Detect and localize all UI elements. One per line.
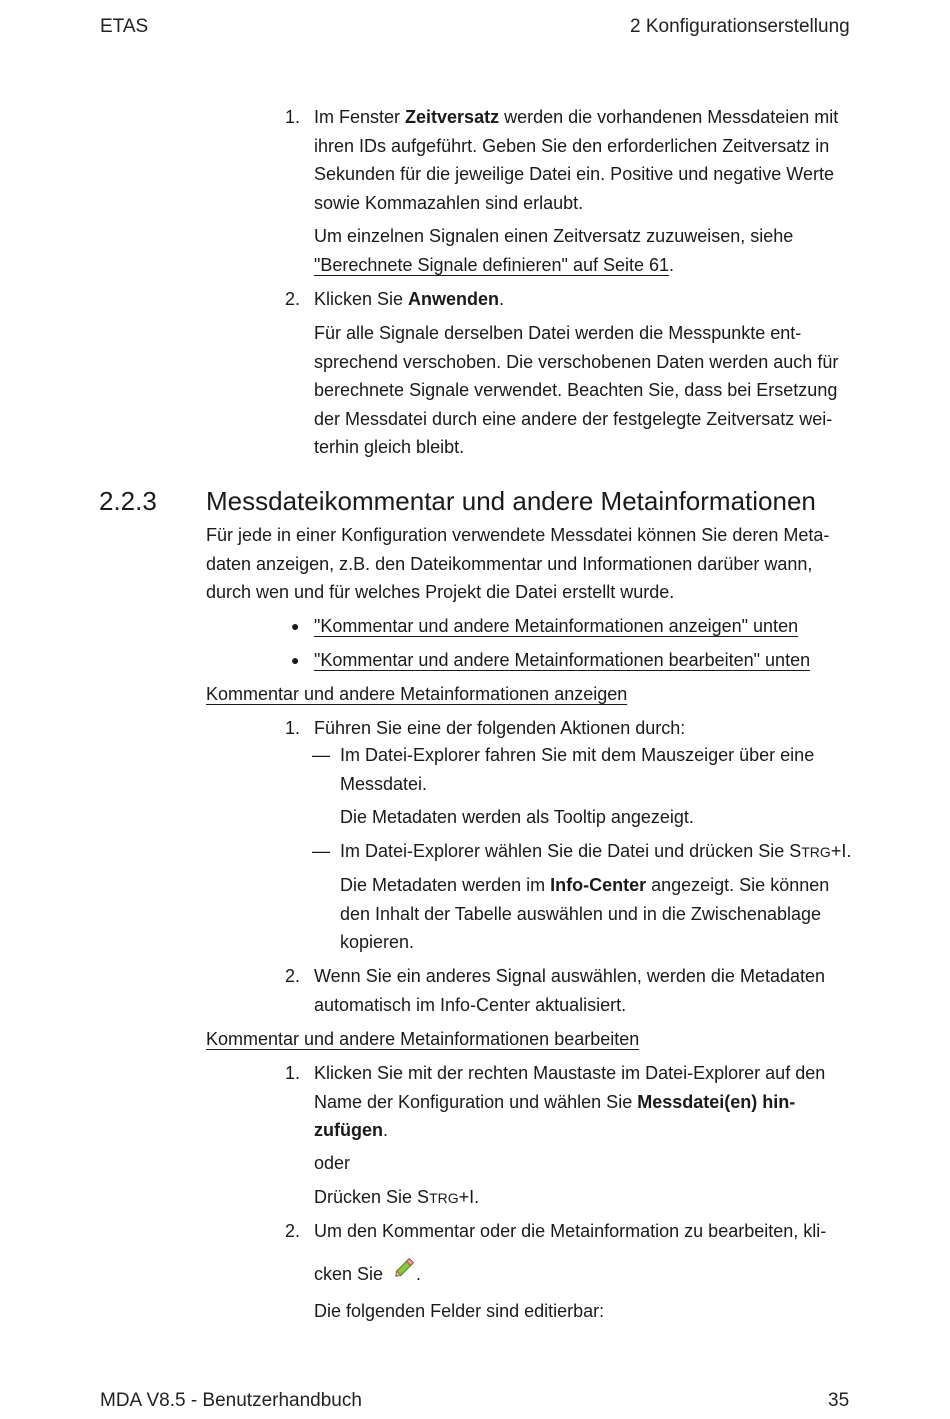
step-text: Wenn Sie ein anderes Signal auswählen, werden die Metadaten automatisch im Info-Center aktualisiert. — [314, 966, 826, 1015]
header-left: ETAS — [100, 16, 149, 37]
ui-term: zufügen — [314, 1120, 383, 1140]
cross-reference-link[interactable]: "Berechnete Signale definieren" auf Seite 61 — [314, 254, 670, 275]
step-alt: oder — [314, 1153, 351, 1173]
step-text: Klicken Sie Anwenden. — [314, 289, 505, 309]
ui-term: Info-Center — [550, 875, 647, 895]
subsection-heading: Kommentar und andere Metainformationen anzeigen — [206, 684, 628, 704]
dash-marker: — — [312, 841, 330, 861]
step-text: Führen Sie eine der folgenden Aktionen durch: — [314, 718, 686, 738]
action-text: Im Datei-Explorer wählen Sie die Datei und drücken Sie STRG+I. — [340, 841, 852, 861]
section-link[interactable]: "Kommentar und andere Metainformationen anzeigen" unten — [314, 616, 799, 636]
step-number: 2. — [285, 1221, 301, 1241]
step-text: Um den Kommentar oder die Metainformation zu bearbeiten, kli- — [314, 1221, 827, 1241]
ui-term: Messdatei(en) hin- — [637, 1091, 796, 1112]
ui-term: Zeitversatz — [405, 107, 500, 127]
step-number: 1. — [285, 1063, 301, 1083]
key-shortcut: STRG+I. — [417, 1187, 480, 1207]
bullet-icon: ● — [291, 618, 300, 634]
step-text: Klicken Sie mit der rechten Maustaste im Datei-Explorer auf den Name der Konfiguration und wählen Sie Messdatei(en) hin- zufügen. — [314, 1063, 826, 1140]
step-alt-text: Drücken Sie STRG+I. — [314, 1187, 480, 1207]
ui-term: Anwenden — [408, 289, 500, 309]
step-number: 2. — [285, 289, 301, 309]
action-note: Die Metadaten werden als Tooltip angezeigt. — [340, 807, 694, 827]
step-number: 1. — [285, 107, 301, 127]
bullet-icon: ● — [291, 652, 300, 668]
section-number: 2.2.3 — [99, 486, 157, 516]
step-number: 1. — [285, 718, 301, 738]
section-link[interactable]: "Kommentar und andere Metainformationen bearbeiten" unten — [314, 650, 811, 670]
action-text: Im Datei-Explorer fahren Sie mit dem Mauszeiger über eine Messdatei. — [340, 745, 815, 794]
header-right: 2 Konfigurationserstellung — [630, 16, 850, 37]
section-title: Messdateikommentar und andere Metainformationen — [206, 486, 816, 516]
action-note: Die Metadaten werden im Info-Center angezeigt. Sie können den Inhalt der Tabelle auswählen und in die Zwischenablage kopieren. — [340, 875, 830, 952]
pencil-edit-icon — [392, 1254, 418, 1280]
step-note: Für alle Signale derselben Datei werden die Messpunkte ent- sprechend verschoben. Die verschobenen Daten werden auch für berechnete Signale verwendet. Beachten Sie, dass bei Ersetzung der Messdatei durch eine andere der festgelegte Zeitversatz wei- terhin gleich bleibt. — [314, 323, 839, 457]
page-number: 35 — [828, 1390, 850, 1411]
subsection-heading: Kommentar und andere Metainformationen bearbeiten — [206, 1029, 640, 1049]
section-intro: Für jede in einer Konfiguration verwendete Messdatei können Sie deren Meta- daten anzeigen, z.B. den Dateikommentar und Informationen darüber wann, durch wen und für welches Projekt die Datei erstellt wurde. — [206, 525, 830, 602]
footer-left: MDA V8.5 - Benutzerhandbuch — [100, 1390, 362, 1411]
step-note: Die folgenden Felder sind editierbar: — [314, 1301, 605, 1321]
key-shortcut: STRG+I. — [789, 841, 852, 861]
step-text: Im Fenster Zeitversatz werden die vorhandenen Messdateien mit ihren IDs aufgeführt. Geben Sie den erforderlichen Zeitversatz in Sekunden für die jeweilige Datei ein. Positive und negative Werte sowie Kommazahlen sind erlaubt. — [314, 107, 839, 213]
step-number: 2. — [285, 966, 301, 986]
step-note: Um einzelnen Signalen einen Zeitversatz zuzuweisen, siehe "Berechnete Signale definieren" auf Seite 61. — [314, 226, 794, 275]
step-text-cont: cken Sie . — [314, 1264, 422, 1284]
dash-marker: — — [312, 745, 330, 765]
